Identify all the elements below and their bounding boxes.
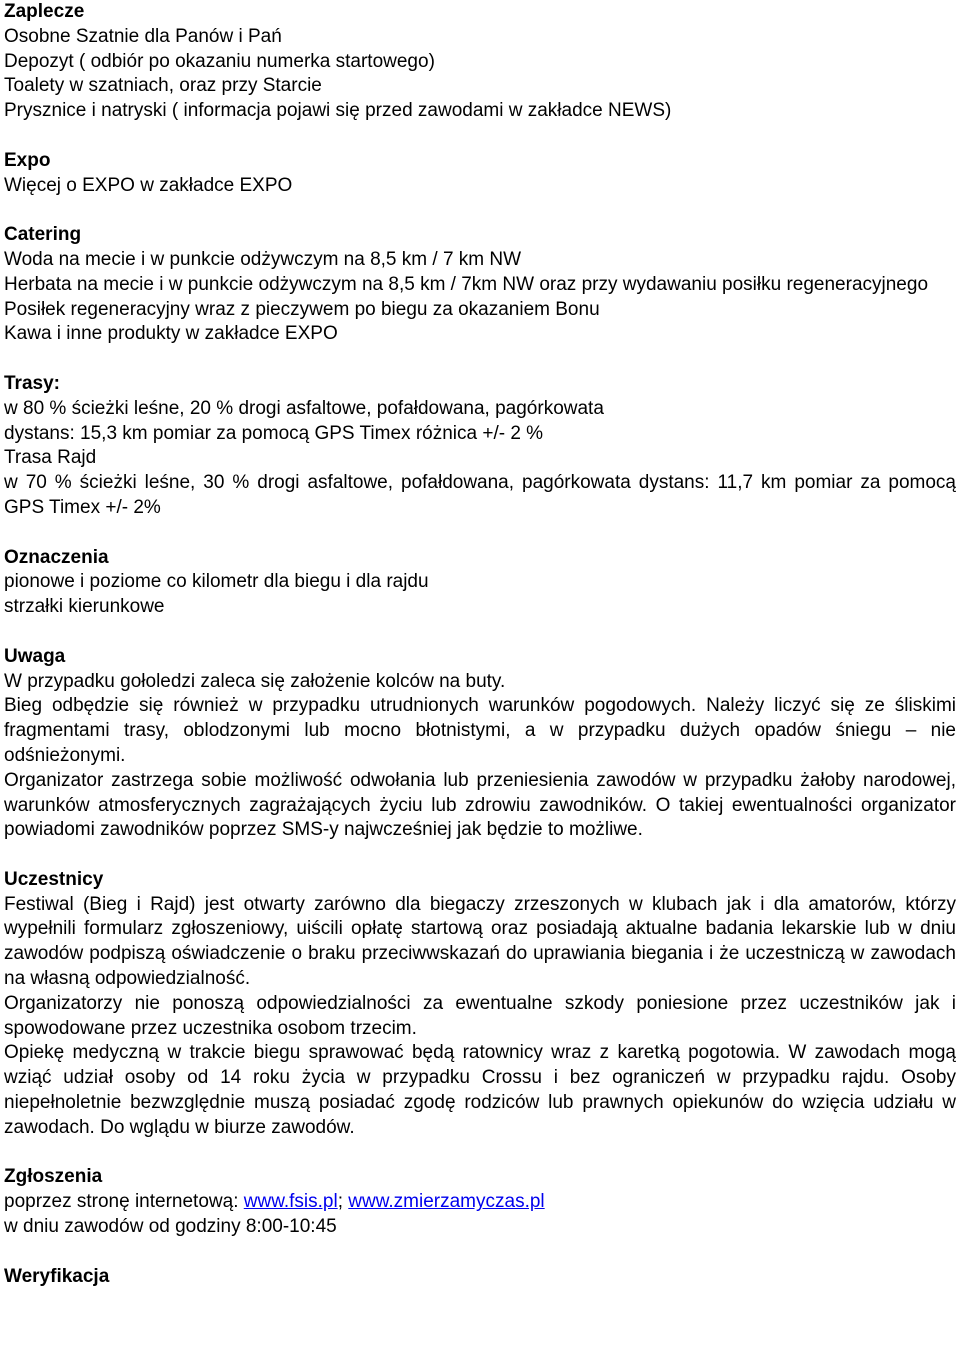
expo-line-1: Więcej o EXPO w zakładce EXPO	[4, 174, 293, 196]
section-zaplecze	[4, 0, 956, 124]
uczestnicy-paragraph-2: Organizatorzy nie ponoszą odpowiedzialności za ewentualne szkody poniesione przez uczestników jak i spowodowane przez uczestnika osobom trzecim.	[4, 992, 956, 1039]
trasy-line-1: w 80 % ścieżki leśne, 20 % drogi asfaltowe, pofałdowana, pagórkowata	[4, 397, 604, 419]
oznaczenia-line-2: strzałki kierunkowe	[4, 596, 165, 618]
section-heading-weryfikacja: Weryfikacja	[4, 1265, 110, 1287]
section-heading-uwaga: Uwaga	[4, 645, 66, 667]
section-uwaga	[4, 645, 956, 843]
oznaczenia-line-1: pionowe i poziome co kilometr dla biegu i dla rajdu	[4, 571, 429, 593]
uczestnicy-paragraph-1: Festiwal (Bieg i Rajd) jest otwarty zarówno dla biegaczy zrzeszonych w klubach jak i dla amatorów, którzy wypełnili formularz zgłoszeniowy, uiścili opłatę startową oraz posiadają aktualne badania lekarskie lub w dniu zawodów podpiszą oświadczenie o braku przeciwwskazań do uprawiania biegania i że uczestniczą w zawodach na własną odpowiedzialność.	[4, 893, 956, 990]
zaplecze-line-3: Toalety w szatniach, oraz przy Starcie	[4, 75, 322, 97]
zaplecze-line-4: Prysznice i natryski ( informacja pojawi się przed zawodami w zakładce NEWS)	[4, 100, 672, 122]
section-weryfikacja	[4, 1265, 956, 1290]
zgloszenia-separator: ;	[337, 1191, 349, 1213]
zaplecze-line-2: Depozyt ( odbiór po okazaniu numerka startowego)	[4, 50, 435, 72]
section-heading-catering: Catering	[4, 224, 82, 246]
zgloszenia-prefix: poprzez stronę internetową:	[4, 1191, 244, 1213]
section-heading-zgloszenia: Zgłoszenia	[4, 1166, 103, 1188]
section-uczestnicy	[4, 868, 956, 1141]
section-catering	[4, 223, 956, 347]
catering-line-1: Woda na mecie i w punkcie odżywczym na 8,5 km / 7 km NW	[4, 248, 522, 270]
uwaga-paragraph-3: Organizator zastrzega sobie możliwość odwołania lub przeniesienia zawodów w przypadku żałoby narodowej, warunków atmosferycznych zagrażających życiu lub zdrowiu zawodników. O takiej ewentualności organizator powiadomi zawodników poprzez SMS-y najwcześniej jak będzie to możliwe.	[4, 769, 956, 841]
catering-line-2: Herbata na mecie i w punkcie odżywczym na 8,5 km / 7km NW oraz przy wydawaniu posiłku regeneracyjnego	[4, 273, 929, 295]
catering-line-4: Kawa i inne produkty w zakładce EXPO	[4, 323, 338, 345]
uwaga-paragraph-1: W przypadku gołoledzi zaleca się założenie kolców na buty.	[4, 670, 506, 692]
section-oznaczenia	[4, 546, 956, 620]
section-trasy	[4, 372, 956, 521]
trasy-line-3: Trasa Rajd	[4, 447, 97, 469]
uwaga-paragraph-2: Bieg odbędzie się również w przypadku utrudnionych warunków pogodowych. Należy liczyć się ze śliskimi fragmentami trasy, oblodzonymi lub mocno błotnistymi, a w przypadku dużych opadów śniegu – nie odśnieżonymi.	[4, 695, 956, 766]
section-heading-uczestnicy: Uczestnicy	[4, 868, 104, 890]
link-fsis[interactable]: www.fsis.pl	[243, 1191, 338, 1213]
zgloszenia-line-1	[4, 1190, 956, 1215]
section-zgloszenia	[4, 1165, 956, 1239]
link-zmierzamyczas[interactable]: www.zmierzamyczas.pl	[348, 1191, 545, 1213]
zaplecze-line-1: Osobne Szatnie dla Panów i Pań	[4, 25, 282, 47]
section-heading-trasy: Trasy:	[4, 372, 60, 394]
uczestnicy-paragraph-3: Opiekę medyczną w trakcie biegu sprawować będą ratownicy wraz z karetką pogotowia. W zawodach mogą wziąć udział osoby od 14 roku życia w przypadku Crossu i bez ograniczeń w przypadku rajdu. Osoby niepełnoletnie bezwzględnie muszą posiadać zgodę rodziców lub prawnych opiekunów do wzięcia udziału w zawodach. Do wglądu w biurze zawodów.	[4, 1042, 956, 1138]
section-expo	[4, 149, 956, 199]
section-heading-oznaczenia: Oznaczenia	[4, 546, 109, 568]
section-heading-expo: Expo	[4, 149, 51, 171]
catering-line-3: Posiłek regeneracyjny wraz z pieczywem po biegu za okazaniem Bonu	[4, 298, 600, 320]
zgloszenia-line-2: w dniu zawodów od godziny 8:00-10:45	[4, 1216, 337, 1238]
trasy-line-4: w 70 % ścieżki leśne, 30 % drogi asfaltowe, pofałdowana, pagórkowata dystans: 11,7 km pomiar za pomocą GPS Timex +/- 2%	[4, 472, 956, 518]
section-heading-zaplecze: Zaplecze	[4, 1, 85, 22]
trasy-line-2: dystans: 15,3 km pomiar za pomocą GPS Timex różnica +/- 2 %	[4, 422, 544, 444]
